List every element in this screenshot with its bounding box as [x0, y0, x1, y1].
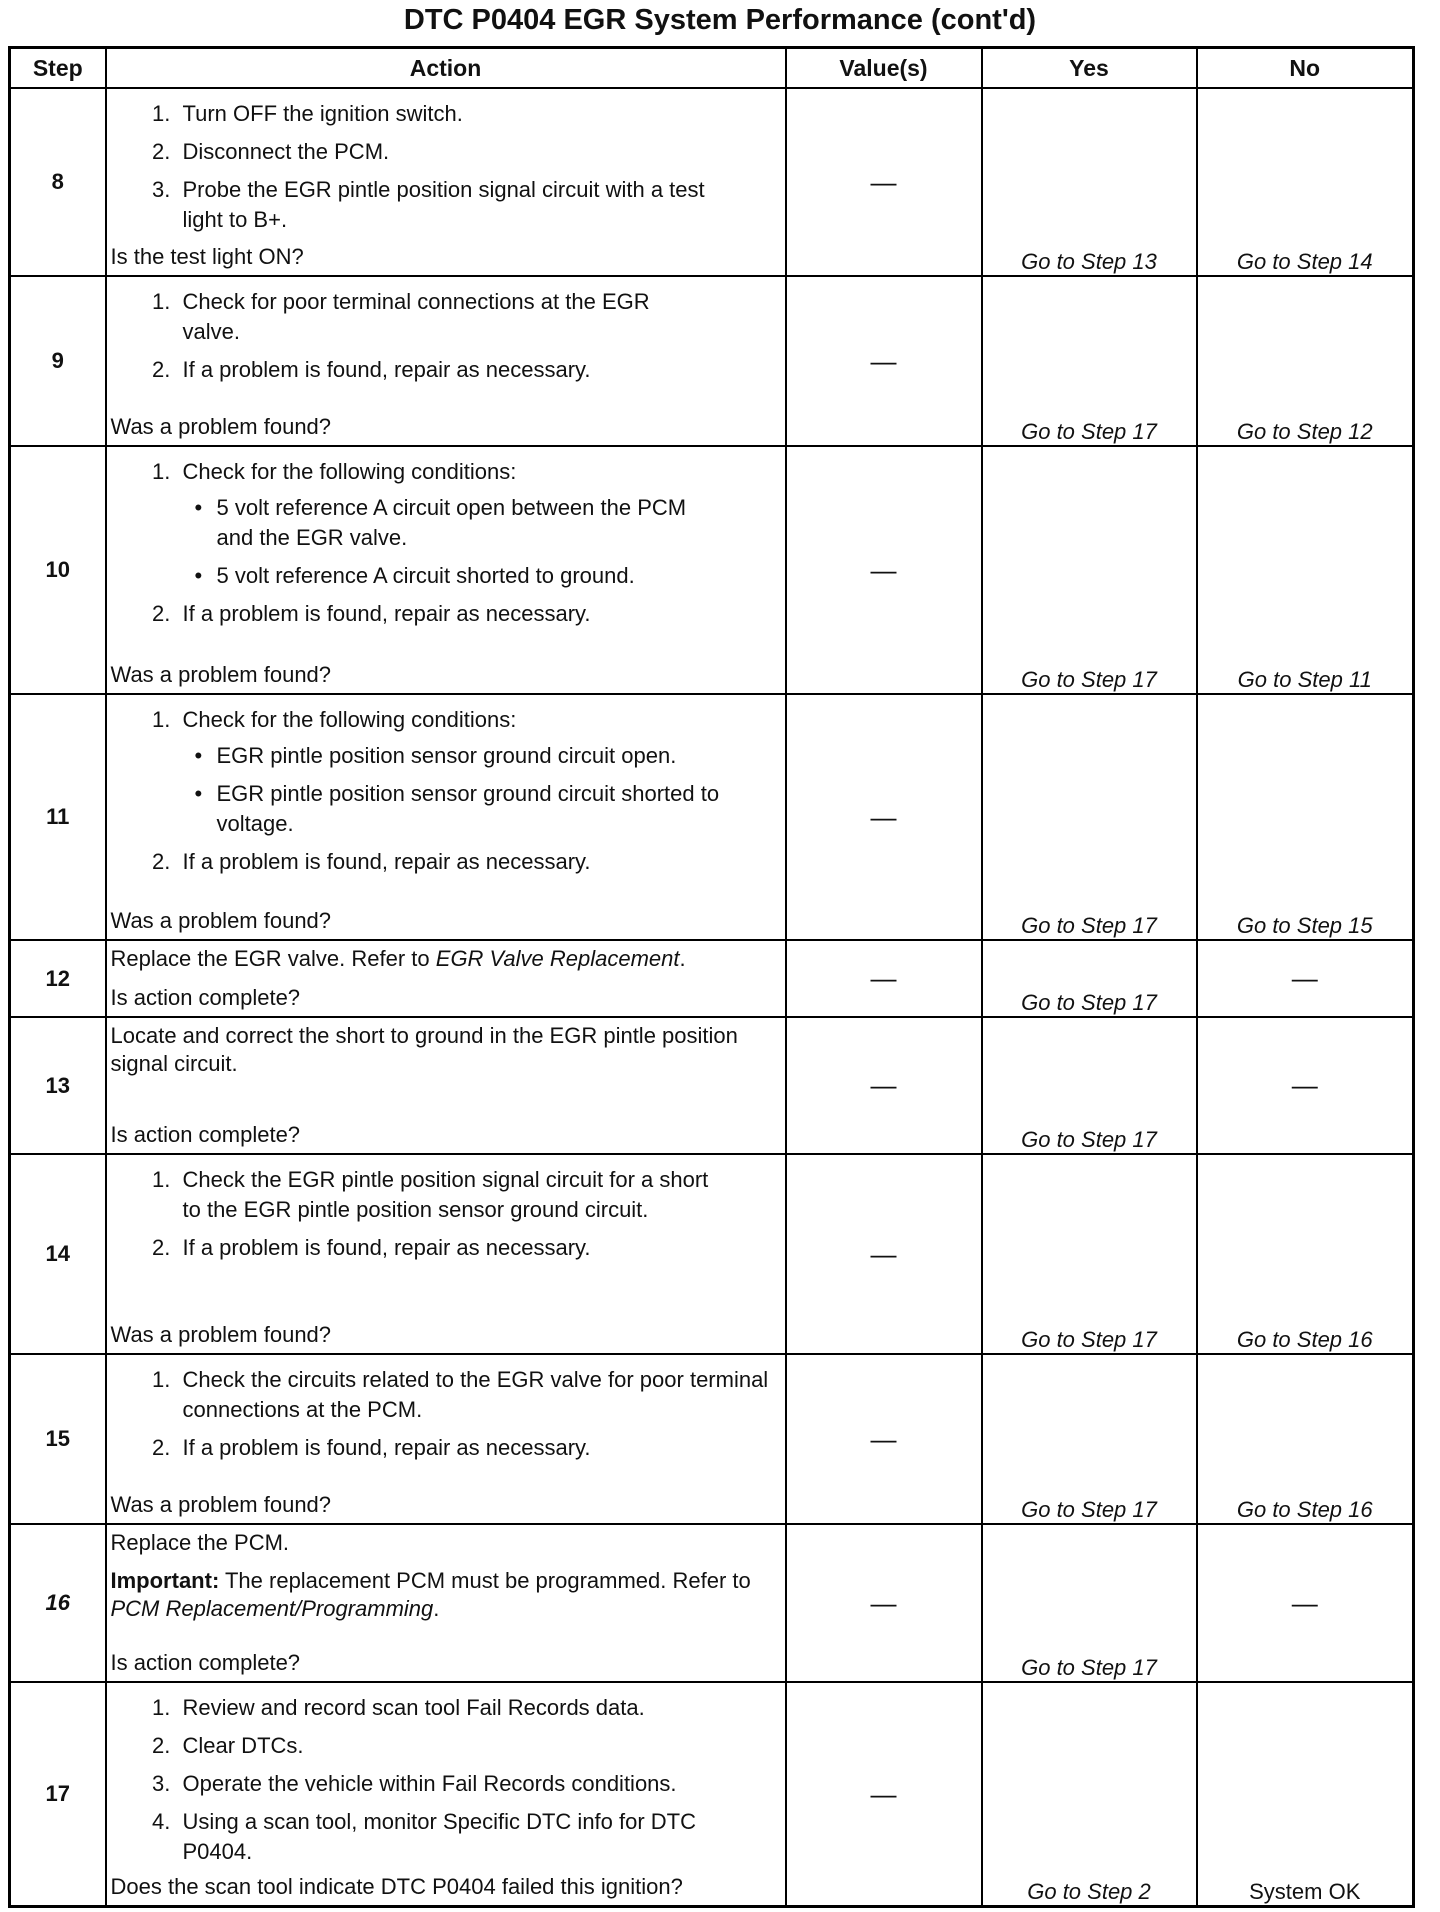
- step-row-14: [10, 1154, 1414, 1354]
- action-list: [115, 457, 777, 629]
- action-list: [115, 1693, 777, 1867]
- action-text-suffix: .: [679, 946, 686, 971]
- step-row-8: [10, 88, 1414, 276]
- step-number: 10: [10, 446, 106, 694]
- action-question: Does the scan tool indicate DTC P0404 failed this ignition?: [110, 1874, 683, 1899]
- important-suffix: .: [433, 1596, 440, 1621]
- action-cell: [106, 1017, 786, 1154]
- action-question: Is action complete?: [110, 1122, 301, 1147]
- step-row-15: [10, 1354, 1414, 1524]
- value-cell: —: [786, 694, 982, 940]
- step-row-13: [10, 1017, 1414, 1154]
- yes-cell: Go to Step 17: [982, 1354, 1197, 1524]
- action-item: 1. Review and record scan tool Fail Records data.: [177, 1693, 777, 1723]
- action-question: Is action complete?: [110, 985, 301, 1010]
- important-label: Important:: [110, 1568, 220, 1593]
- action-item: 4. Using a scan tool, monitor Specific DTC info for DTC P0404.: [177, 1807, 777, 1867]
- action-question: Is action complete?: [110, 1650, 301, 1675]
- action-item: 1. Check for poor terminal connections at the EGR valve.: [177, 287, 777, 347]
- action-list: [115, 1365, 777, 1463]
- yes-cell: Go to Step 17: [982, 694, 1197, 940]
- action-text-prefix: Replace the EGR valve. Refer to: [110, 946, 436, 971]
- reference-link[interactable]: PCM Replacement/Programming: [110, 1596, 434, 1621]
- yes-cell: Go to Step 17: [982, 1017, 1197, 1154]
- yes-cell: Go to Step 17: [982, 1154, 1197, 1354]
- dtc-table: [8, 46, 1415, 1908]
- step-row-10: [10, 446, 1414, 694]
- value-cell: —: [786, 88, 982, 276]
- action-cell: [106, 446, 786, 694]
- value-cell: —: [786, 446, 982, 694]
- yes-cell: Go to Step 17: [982, 940, 1197, 1017]
- yes-cell: Go to Step 2: [982, 1682, 1197, 1907]
- step-number: 14: [10, 1154, 106, 1354]
- step-number: 9: [10, 276, 106, 446]
- step-number: 13: [10, 1017, 106, 1154]
- yes-cell: Go to Step 17: [982, 1524, 1197, 1682]
- action-cell: [106, 1154, 786, 1354]
- header-action: Action: [106, 48, 786, 89]
- step-row-16: [10, 1524, 1414, 1682]
- action-item: 2. Disconnect the PCM.: [177, 137, 777, 167]
- action-item: 2. Clear DTCs.: [177, 1731, 777, 1761]
- action-question: Was a problem found?: [110, 1322, 332, 1347]
- step-number: 12: [10, 940, 106, 1017]
- action-list: [115, 287, 777, 385]
- yes-cell: Go to Step 17: [982, 446, 1197, 694]
- action-text: Replace the PCM.: [110, 1530, 290, 1555]
- no-cell: Go to Step 16: [1197, 1154, 1414, 1354]
- action-cell: [106, 88, 786, 276]
- condition-item: • 5 volt reference A circuit open between the PCM and the EGR valve.: [217, 493, 777, 553]
- value-cell: —: [786, 1154, 982, 1354]
- header-no: No: [1197, 48, 1414, 89]
- no-cell: Go to Step 12: [1197, 276, 1414, 446]
- action-cell: [106, 276, 786, 446]
- step-row-17: [10, 1682, 1414, 1907]
- action-item-text: Check for the following conditions:: [182, 459, 517, 484]
- action-item: [177, 457, 777, 591]
- value-cell: —: [786, 276, 982, 446]
- yes-cell: Go to Step 17: [982, 276, 1197, 446]
- value-cell: —: [786, 1354, 982, 1524]
- step-row-9: [10, 276, 1414, 446]
- header-values: Value(s): [786, 48, 982, 89]
- no-cell: —: [1197, 1524, 1414, 1682]
- header-step: Step: [10, 48, 106, 89]
- action-cell: [106, 1682, 786, 1907]
- no-cell: —: [1197, 1017, 1414, 1154]
- yes-cell: Go to Step 13: [982, 88, 1197, 276]
- condition-list: [183, 493, 777, 591]
- value-cell: —: [786, 940, 982, 1017]
- no-cell: Go to Step 16: [1197, 1354, 1414, 1524]
- action-question: Is the test light ON?: [110, 244, 304, 269]
- action-list: [115, 99, 777, 235]
- action-item: 1. Turn OFF the ignition switch.: [177, 99, 777, 129]
- value-cell: —: [786, 1017, 982, 1154]
- action-text: [107, 941, 785, 977]
- step-number: 16: [10, 1524, 106, 1682]
- step-row-11: [10, 694, 1414, 940]
- document-title: DTC P0404 EGR System Performance (cont'd): [403, 4, 1037, 36]
- action-cell: [106, 1524, 786, 1682]
- action-question: Was a problem found?: [110, 1492, 332, 1517]
- value-cell: —: [786, 1682, 982, 1907]
- action-cell: [106, 940, 786, 1017]
- reference-link[interactable]: EGR Valve Replacement: [435, 946, 680, 971]
- condition-item: • EGR pintle position sensor ground circuit open.: [217, 741, 777, 771]
- action-question: Was a problem found?: [110, 908, 332, 933]
- step-number: 11: [10, 694, 106, 940]
- action-cell: [106, 1354, 786, 1524]
- header-row: [10, 48, 1414, 89]
- no-cell: System OK: [1197, 1682, 1414, 1907]
- important-note: [107, 1561, 785, 1627]
- condition-item: • EGR pintle position sensor ground circuit shorted to voltage.: [217, 779, 777, 839]
- value-cell: —: [786, 1524, 982, 1682]
- condition-list: [183, 741, 777, 839]
- action-item: [177, 705, 777, 839]
- header-yes: Yes: [982, 48, 1197, 89]
- action-item: 1. Check the circuits related to the EGR valve for poor terminal connections at the PCM.: [177, 1365, 777, 1425]
- action-item: 2. If a problem is found, repair as necessary.: [177, 1233, 777, 1263]
- action-question: Was a problem found?: [110, 662, 332, 687]
- action-list: [115, 1165, 777, 1263]
- no-cell: Go to Step 11: [1197, 446, 1414, 694]
- no-cell: Go to Step 15: [1197, 694, 1414, 940]
- action-item: 2. If a problem is found, repair as necessary.: [177, 599, 777, 629]
- step-row-12: [10, 940, 1414, 1017]
- action-text: Locate and correct the short to ground in the EGR pintle position signal circuit.: [110, 1023, 738, 1076]
- action-item: 3. Probe the EGR pintle position signal circuit with a test light to B+.: [177, 175, 777, 235]
- action-item: 2. If a problem is found, repair as necessary.: [177, 1433, 777, 1463]
- action-cell: [106, 694, 786, 940]
- action-item: 2. If a problem is found, repair as necessary.: [177, 847, 777, 877]
- action-item: 3. Operate the vehicle within Fail Records conditions.: [177, 1769, 777, 1799]
- important-text: The replacement PCM must be programmed. Refer to: [219, 1568, 751, 1593]
- action-item: 1. Check the EGR pintle position signal circuit for a short to the EGR pintle position sensor ground circuit.: [177, 1165, 777, 1225]
- action-item-text: Check for the following conditions:: [182, 707, 517, 732]
- step-number: 15: [10, 1354, 106, 1524]
- condition-item: • 5 volt reference A circuit shorted to ground.: [217, 561, 777, 591]
- step-number: 8: [10, 88, 106, 276]
- no-cell: —: [1197, 940, 1414, 1017]
- step-number: 17: [10, 1682, 106, 1907]
- no-cell: Go to Step 14: [1197, 88, 1414, 276]
- action-item: 2. If a problem is found, repair as necessary.: [177, 355, 777, 385]
- action-list: [115, 705, 777, 877]
- action-question: Was a problem found?: [110, 414, 332, 439]
